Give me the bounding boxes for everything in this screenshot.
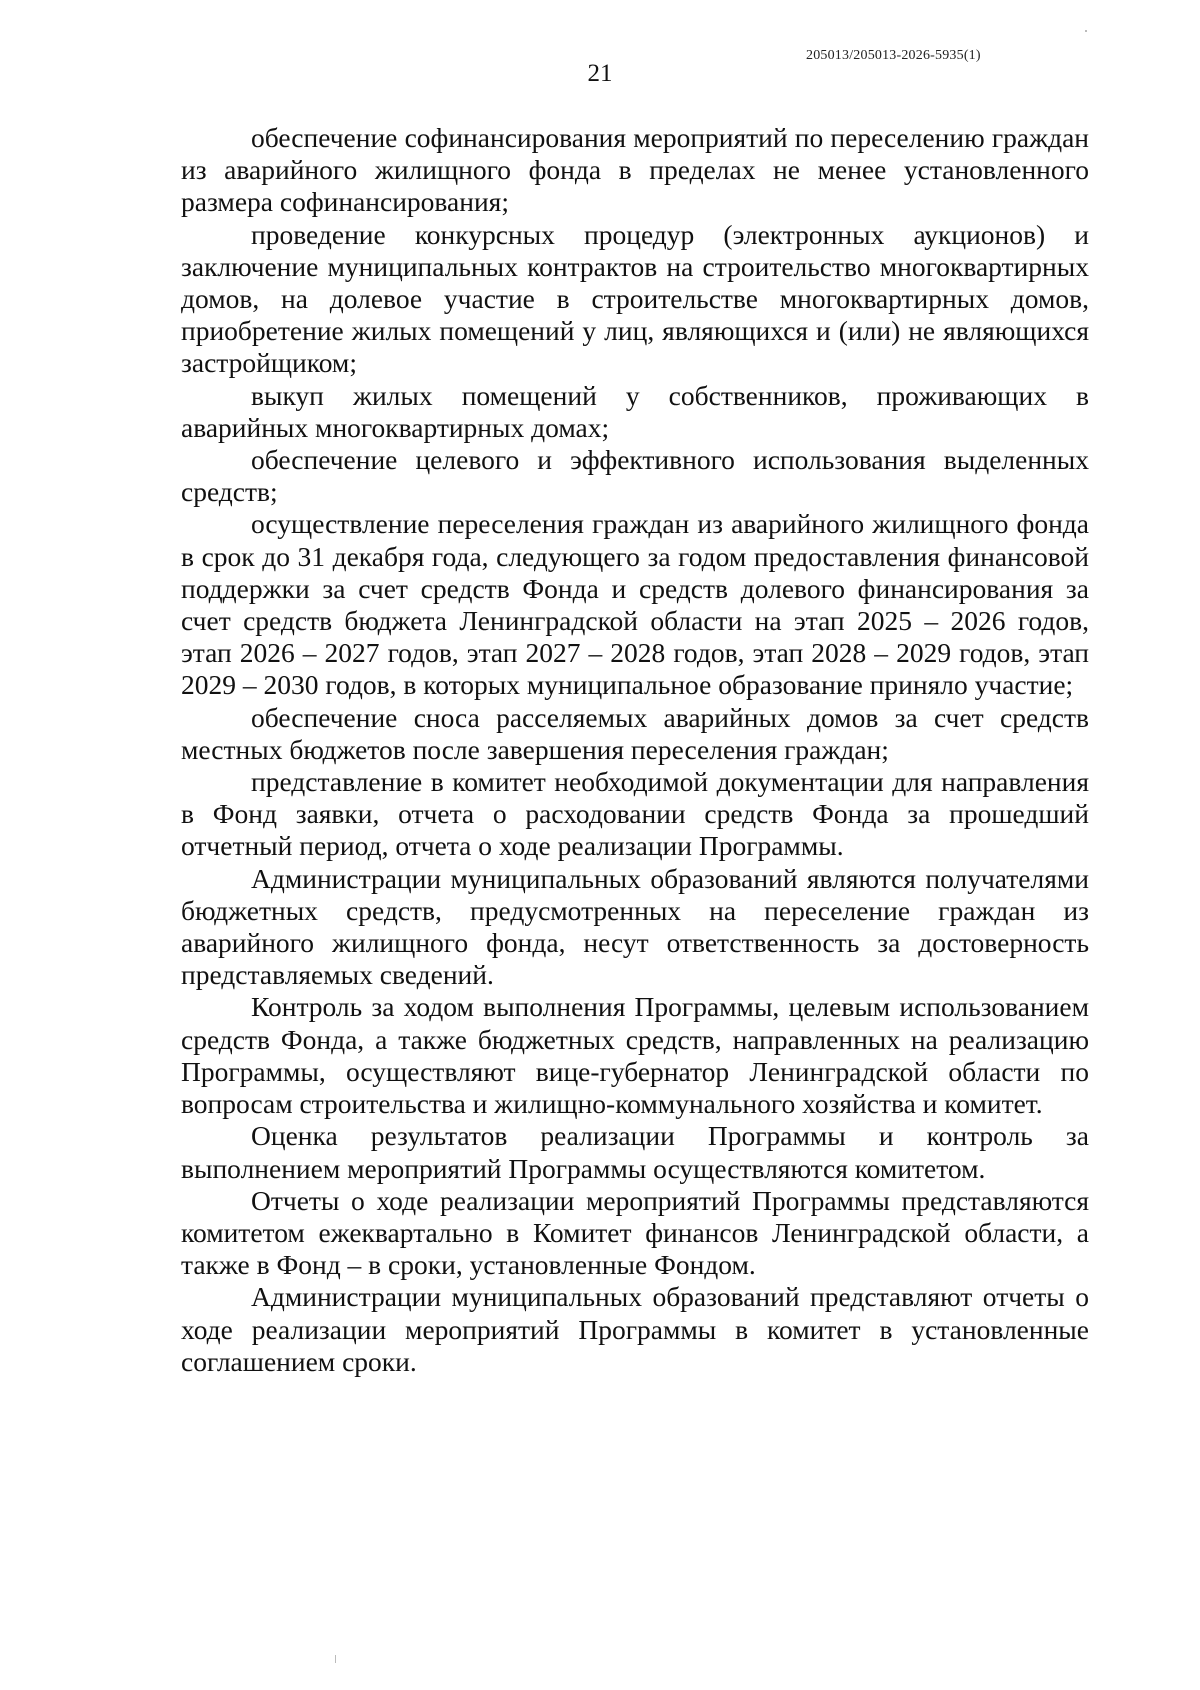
scan-artifact bbox=[335, 1655, 336, 1663]
paragraph: обеспечение сноса расселяемых аварийных домов за счет средств местных бюджетов после завершения переселения граждан; bbox=[181, 701, 1089, 765]
paragraph: проведение конкурсных процедур (электронных аукционов) и заключение муниципальных контрактов на строительство многоквартирных домов, на долевое участие в строительстве многоквартирных домов, приобретение жилых помещений у лиц, являющихся и (или) не являющихся застройщиком; bbox=[181, 218, 1089, 379]
page-number: 21 bbox=[587, 60, 613, 87]
document-body bbox=[181, 122, 1089, 1378]
document-id: 205013/205013-2026-5935(1) bbox=[806, 48, 981, 63]
paragraph: Администрации муниципальных образований представляют отчеты о ходе реализации мероприятий Программы в комитет в установленные соглашением сроки. bbox=[181, 1281, 1089, 1377]
paragraph: обеспечение целевого и эффективного использования выделенных средств; bbox=[181, 444, 1089, 508]
paragraph: представление в комитет необходимой документации для направления в Фонд заявки, отчета о расходовании средств Фонда за прошедший отчетный период, отчета о ходе реализации Программы. bbox=[181, 766, 1089, 862]
paragraph: Отчеты о ходе реализации мероприятий Программы представляются комитетом ежеквартально в Комитет финансов Ленинградской области, а также в Фонд – в сроки, установленные Фондом. bbox=[181, 1184, 1089, 1281]
paragraph: Администрации муниципальных образований являются получателями бюджетных средств, предусмотренных на переселение граждан из аварийного жилищного фонда, несут ответственность за достоверность представляемых сведений. bbox=[181, 862, 1089, 991]
paragraph: Оценка результатов реализации Программы и контроль за выполнением мероприятий Программы осуществляются комитетом. bbox=[181, 1120, 1089, 1184]
paragraph: осуществление переселения граждан из аварийного жилищного фонда в срок до 31 декабря года, следующего за годом предоставления финансовой поддержки за счет средств Фонда и средств долевого финансирования за счет средств бюджета Ленинградской области на этап 2025 – 2026 годов, этап 2026 – 2027 годов, этап 2027 – 2028 годов, этап 2028 – 2029 годов, этап 2029 – 2030 годов, в которых муниципальное образование приняло участие; bbox=[181, 508, 1089, 701]
paragraph: Контроль за ходом выполнения Программы, целевым использованием средств Фонда, а также бюджетных средств, направленных на реализацию Программы, осуществляют вице-губернатор Ленинградской области по вопросам строительства и жилищно-коммунального хозяйства и комитет. bbox=[181, 991, 1089, 1120]
scan-artifact bbox=[1085, 30, 1087, 32]
paragraph: выкуп жилых помещений у собственников, проживающих в аварийных многоквартирных домах; bbox=[181, 379, 1089, 443]
paragraph: обеспечение софинансирования мероприятий по переселению граждан из аварийного жилищного фонда в пределах не менее установленного размера софинансирования; bbox=[181, 122, 1089, 218]
